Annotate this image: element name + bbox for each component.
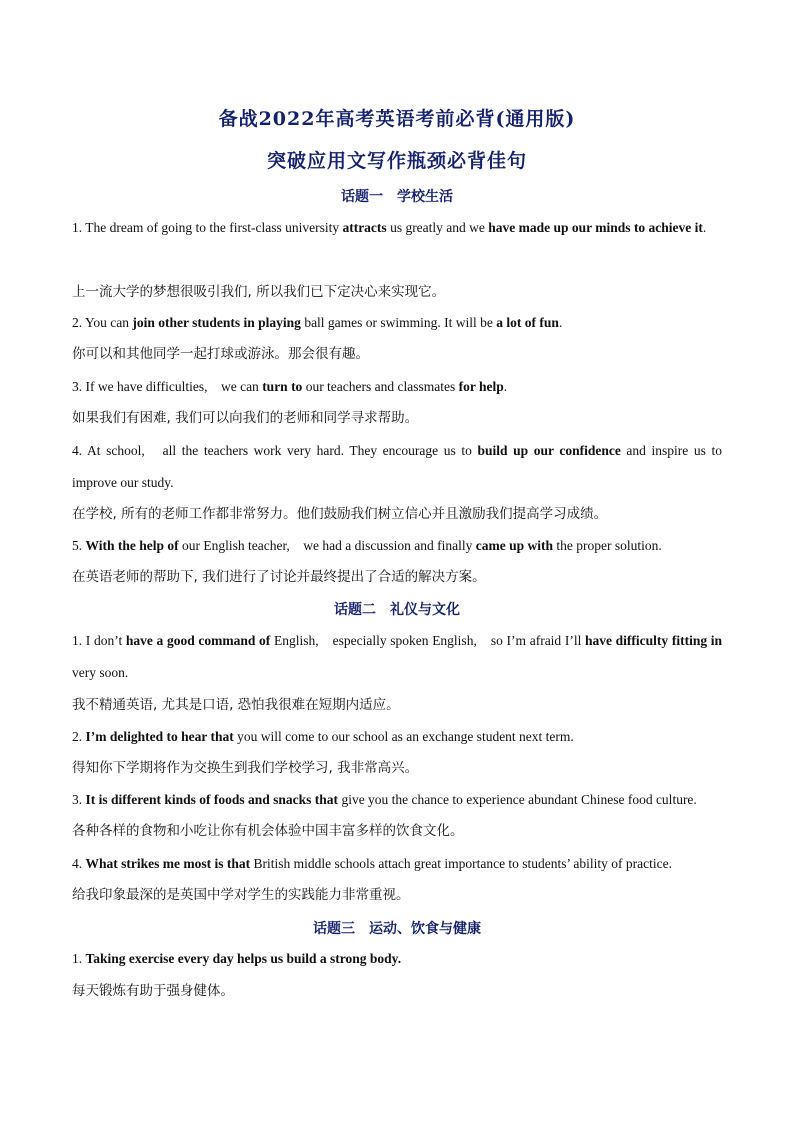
sentence-number: 4. — [72, 856, 86, 871]
document-subtitle: 突破应用文写作瓶颈必背佳句 — [266, 150, 527, 172]
key-phrase: a lot of fun — [496, 315, 559, 330]
sentence-text: British middle schools attach great importance to students’ ability of practice. — [250, 856, 673, 871]
sentence-text: you will come to our school as an exchange student next term. — [233, 729, 574, 744]
english-sentence — [72, 848, 722, 880]
key-phrase: have a good command of — [125, 633, 271, 648]
topic-heading: 话题一 学校生活 — [341, 189, 453, 205]
key-phrase: Taking exercise every day helps us build a strong body. — [85, 951, 402, 966]
chinese-translation: 你可以和其他同学一起打球或游泳。那会很有趣。 — [72, 346, 369, 362]
english-sentence — [72, 721, 722, 753]
sentence-text: . — [558, 315, 563, 330]
sentence-number: 1. — [72, 633, 86, 648]
key-phrase: build up our confidence — [477, 443, 621, 458]
sentence-text: I don’t — [85, 633, 126, 648]
sentence-text: give you the chance to experience abundant Chinese food culture. — [338, 792, 697, 807]
english-sentence — [72, 784, 722, 816]
sentence-number: 4. — [72, 443, 87, 458]
key-phrase: join other students in playing — [132, 315, 301, 330]
chinese-translation: 如果我们有困难, 我们可以向我们的老师和同学寻求帮助。 — [72, 410, 419, 426]
sentence-number: 3. — [72, 379, 86, 394]
sentence-text: the proper solution. — [553, 538, 662, 553]
sentence-text: You can — [85, 315, 133, 330]
english-sentence — [72, 943, 722, 975]
english-sentence — [72, 307, 722, 339]
sentence-text: ball games or swimming. It will be — [300, 315, 497, 330]
sentence-number: 2. — [72, 729, 86, 744]
topic-heading: 话题二 礼仪与文化 — [334, 602, 460, 618]
english-sentence — [72, 371, 722, 403]
key-phrase: for help — [458, 379, 504, 394]
english-sentence — [72, 435, 722, 499]
sentence-text: our English teacher, we had a discussion and finally — [178, 538, 476, 553]
chinese-translation: 每天锻炼有助于强身健体。 — [72, 983, 234, 999]
chinese-translation: 在学校, 所有的老师工作都非常努力。他们鼓励我们树立信心并且激励我们提高学习成绩。 — [72, 506, 608, 522]
chinese-translation: 各种各样的食物和小吃让你有机会体验中国丰富多样的饮食文化。 — [72, 823, 464, 839]
sentence-text: English, especially spoken English, so I’m afraid I’ll — [270, 633, 586, 648]
topic-heading: 话题三 运动、饮食与健康 — [313, 921, 481, 937]
key-phrase: came up with — [475, 538, 554, 553]
key-phrase: I’m delighted to hear that — [85, 729, 234, 744]
chinese-translation: 得知你下学期将作为交换生到我们学校学习, 我非常高兴。 — [72, 760, 419, 776]
chinese-translation: 在英语老师的帮助下, 我们进行了讨论并最终提出了合适的解决方案。 — [72, 569, 486, 585]
english-sentence — [72, 212, 722, 244]
sentence-text: The dream of going to the first-class university — [85, 220, 343, 235]
english-sentence — [72, 530, 722, 562]
sentence-text: At school, all the teachers work very hard. They encourage us to — [86, 443, 478, 458]
key-phrase: What strikes me most is that — [85, 856, 251, 871]
english-sentence — [72, 625, 722, 689]
key-phrase: turn to — [262, 379, 303, 394]
sentence-text: our teachers and classmates — [302, 379, 459, 394]
sentence-text: and inspire us to improve our study. — [72, 443, 722, 490]
sentence-number: 1. — [72, 951, 86, 966]
key-phrase: have made up our minds to achieve it — [488, 220, 703, 235]
key-phrase: have difficulty fitting in — [585, 633, 723, 648]
chinese-translation: 我不精通英语, 尤其是口语, 恐怕我很难在短期内适应。 — [72, 697, 400, 713]
key-phrase: It is different kinds of foods and snacks that — [85, 792, 339, 807]
key-phrase: With the help of — [85, 538, 179, 553]
sentence-text: . — [702, 220, 707, 235]
key-phrase: attracts — [342, 220, 387, 235]
chinese-translation: 上一流大学的梦想很吸引我们, 所以我们已下定决心来实现它。 — [72, 284, 446, 300]
sentence-text: us greatly and we — [386, 220, 489, 235]
sentence-text: very soon. — [72, 665, 129, 680]
sentence-text: If we have difficulties, we can — [85, 379, 263, 394]
sentence-number: 2. — [72, 315, 85, 330]
sentence-number: 5. — [72, 538, 86, 553]
chinese-translation: 给我印象最深的是英国中学对学生的实践能力非常重视。 — [72, 887, 410, 903]
sentence-number: 1. — [72, 220, 86, 235]
sentence-number: 3. — [72, 792, 86, 807]
document-title: 备战2022年高考英语考前必背(通用版) — [218, 108, 576, 130]
sentence-text: . — [503, 379, 508, 394]
